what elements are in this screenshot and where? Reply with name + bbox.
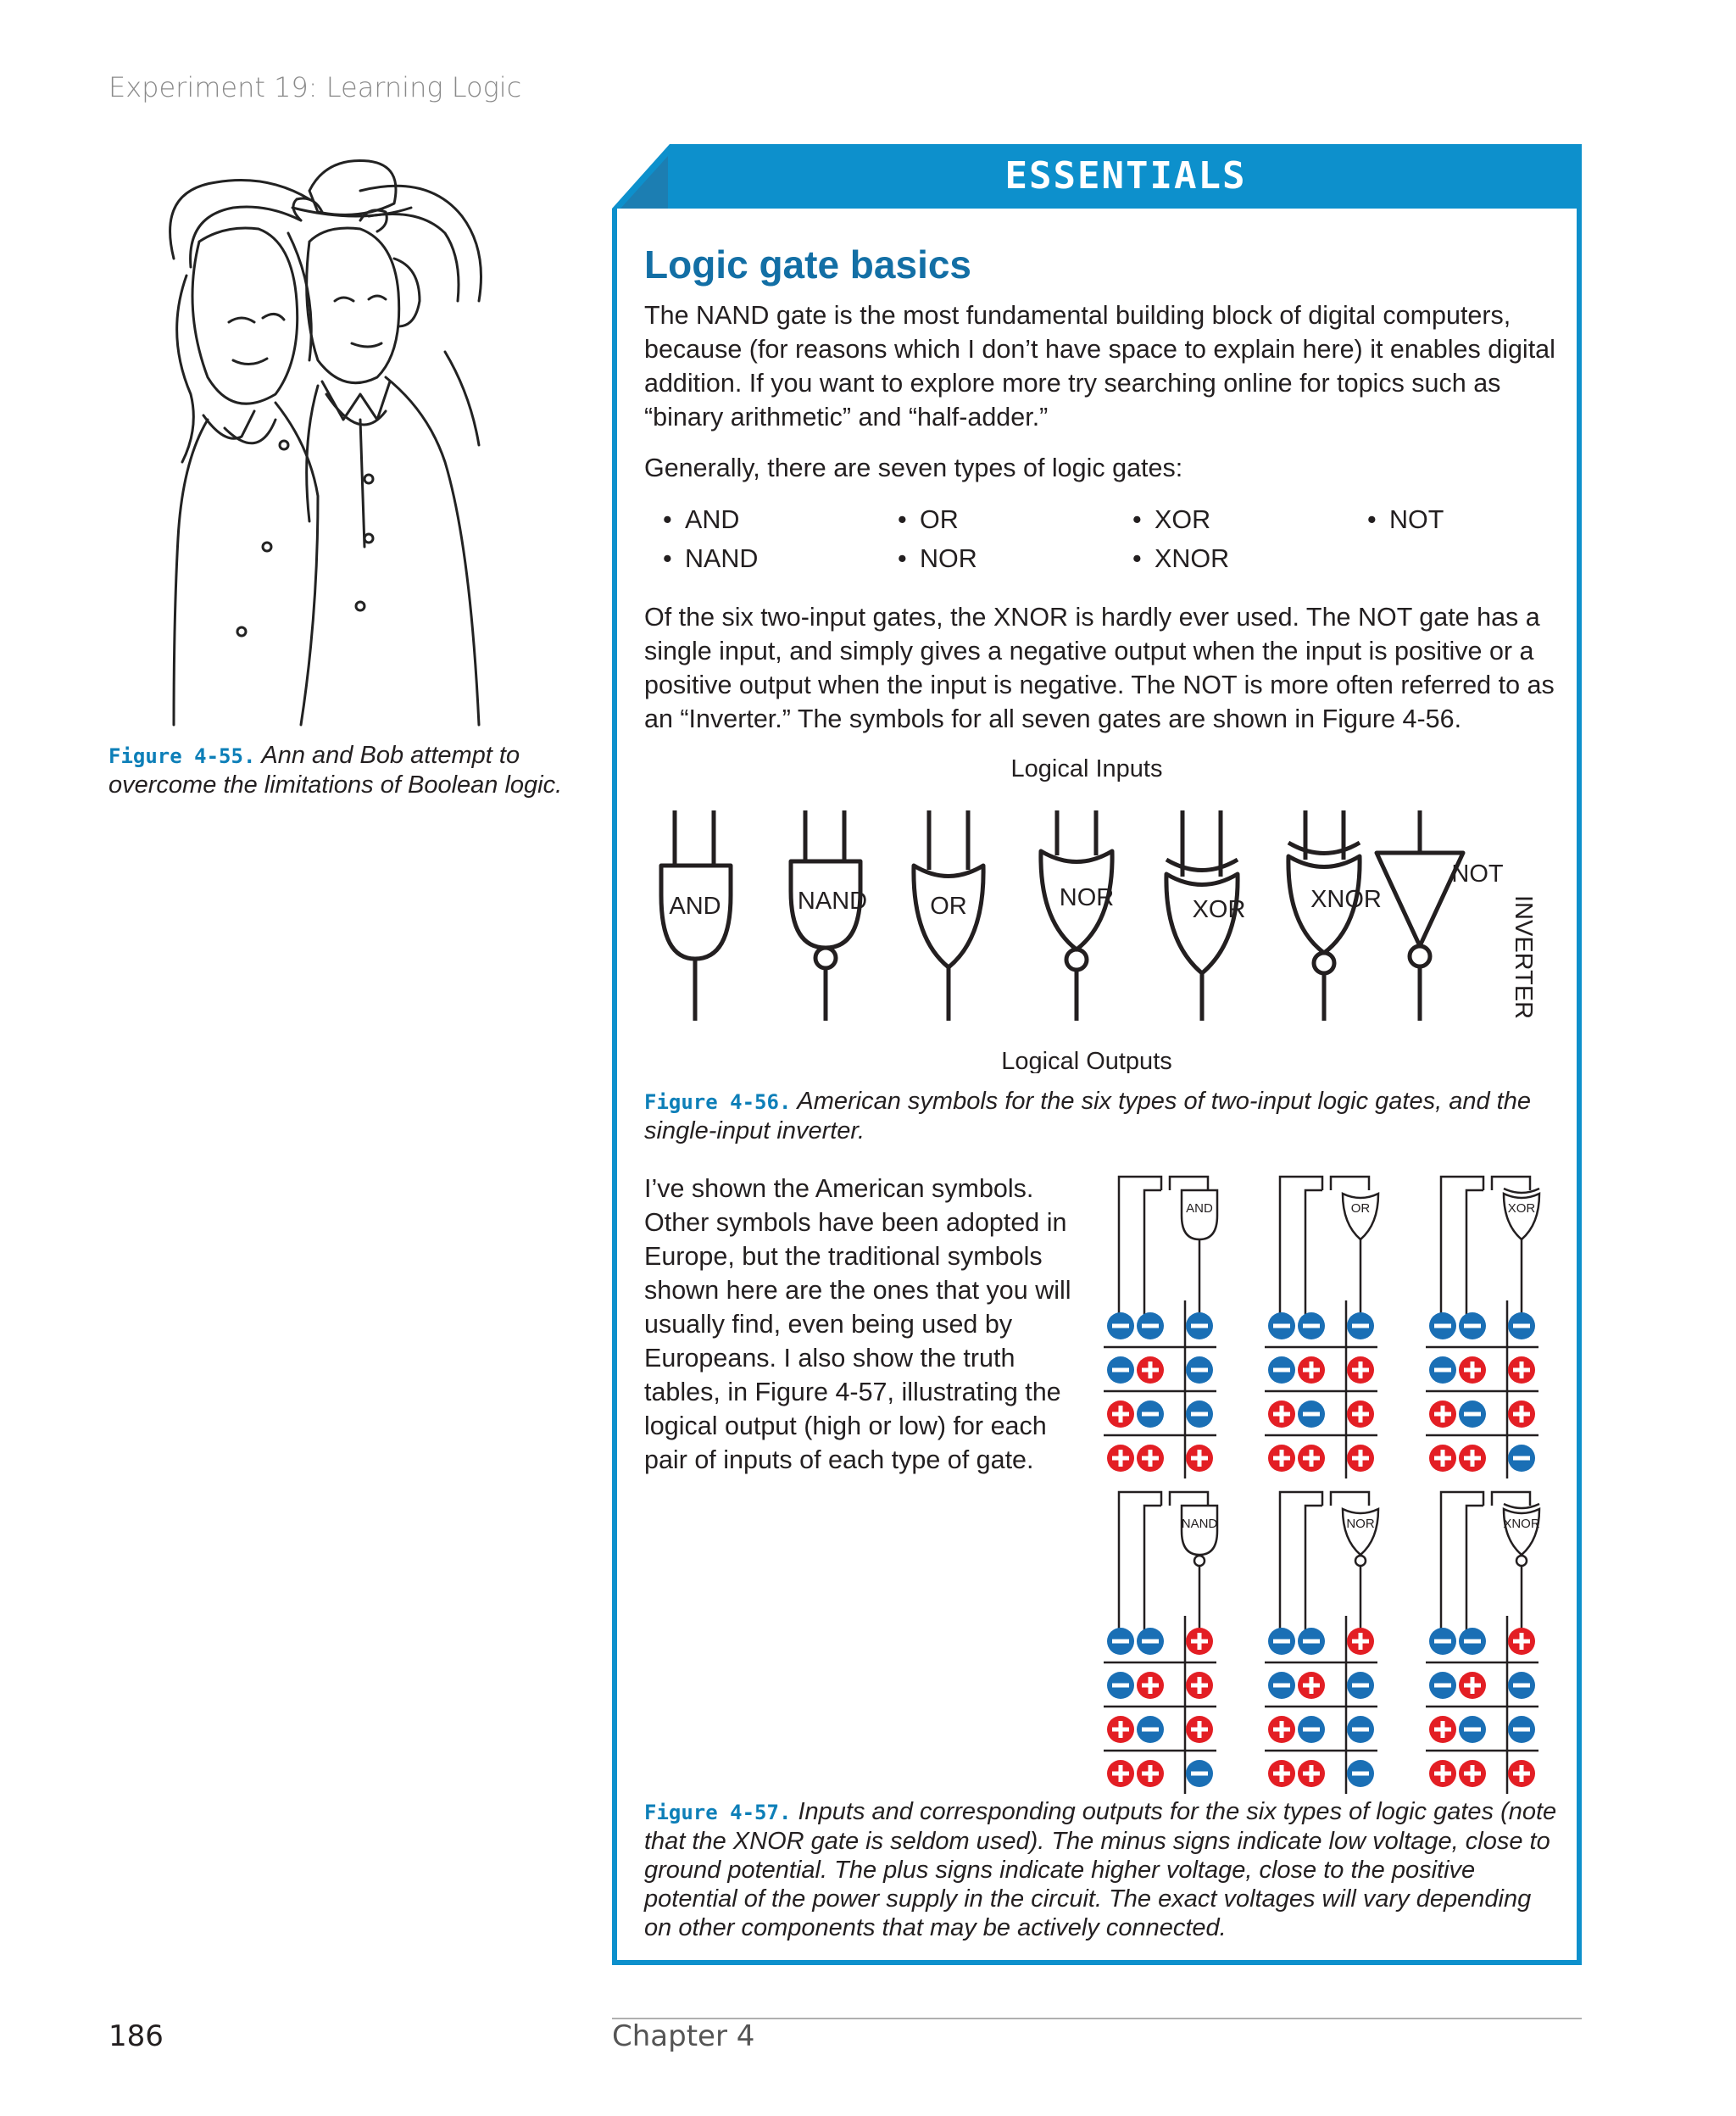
minus-sign-icon xyxy=(1186,1760,1213,1787)
page-header: Experiment 19: Learning Logic xyxy=(108,71,522,103)
plus-sign-icon xyxy=(1186,1672,1213,1699)
minus-sign-icon xyxy=(1508,1716,1535,1743)
minus-sign-icon xyxy=(1298,1400,1325,1428)
list-item: • NOT xyxy=(1357,505,1444,535)
figure-4-55-caption xyxy=(108,741,583,799)
minus-sign-icon xyxy=(1268,1628,1295,1655)
caption-text: American symbols for the six types of two-input logic gates, and the single-input inverter. xyxy=(644,1088,1531,1144)
plus-sign-icon xyxy=(1137,1356,1164,1384)
minus-sign-icon xyxy=(1186,1400,1213,1428)
truth-table-gate-label: NOR xyxy=(1346,1517,1375,1531)
plus-sign-icon xyxy=(1186,1716,1213,1743)
caption-text: Ann and Bob attempt to overcome the limitations of Boolean logic. xyxy=(108,742,563,799)
nor-gate-symbol xyxy=(1041,810,1115,1021)
diagram-bottom-label: Logical Outputs xyxy=(1001,1048,1172,1073)
minus-sign-icon xyxy=(1459,1628,1486,1655)
essentials-title: ESSENTIALS xyxy=(1004,154,1247,198)
minus-sign-icon xyxy=(1186,1356,1213,1384)
plus-sign-icon xyxy=(1508,1628,1535,1655)
plus-sign-icon xyxy=(1347,1445,1374,1472)
paragraph-3: Of the six two-input gates, the XNOR is hardly ever used. The NOT gate has a single input, and simply gives a negative output when the input is positive or a positive output when the input is negative. The NOT is more often referred to as an “Inverter.” The symbols for all seven gates are shown in Figure 4-56. xyxy=(644,603,1555,733)
plus-sign-icon xyxy=(1186,1445,1213,1472)
list-item: • NOR xyxy=(887,544,977,574)
plus-sign-icon xyxy=(1137,1672,1164,1699)
plus-sign-icon xyxy=(1459,1672,1486,1699)
minus-sign-icon xyxy=(1268,1356,1295,1384)
minus-sign-icon xyxy=(1107,1356,1134,1384)
minus-sign-icon xyxy=(1107,1628,1134,1655)
minus-sign-icon xyxy=(1347,1312,1374,1339)
paragraph-1: The NAND gate is the most fundamental building block of digital computers, because (for reasons which I don’t have space to explain here) it enables digital addition. If you want to explore more try searching online for topics such as “binary arithmetic” and “half-adder.” xyxy=(644,301,1555,432)
list-item: • XNOR xyxy=(1122,544,1229,574)
minus-sign-icon xyxy=(1429,1312,1456,1339)
gate-types-list xyxy=(653,505,1568,582)
plus-sign-icon xyxy=(1429,1716,1456,1743)
page-number: 186 xyxy=(108,2019,164,2053)
gate-label: AND xyxy=(669,893,721,920)
truth-table-and xyxy=(1104,1177,1217,1478)
gate-label: XOR xyxy=(1192,896,1246,923)
minus-sign-icon xyxy=(1459,1312,1486,1339)
truth-table-nor xyxy=(1265,1492,1378,1794)
plus-sign-icon xyxy=(1298,1760,1325,1787)
truth-table-gate-label: XNOR xyxy=(1503,1517,1540,1531)
list-item: • XOR xyxy=(1122,505,1210,535)
plus-sign-icon xyxy=(1347,1356,1374,1384)
banner-tab xyxy=(612,144,670,209)
plus-sign-icon xyxy=(1459,1445,1486,1472)
plus-sign-icon xyxy=(1186,1628,1213,1655)
gate-label: NOT xyxy=(1451,860,1504,888)
gate-label: XNOR xyxy=(1310,886,1382,913)
plus-sign-icon xyxy=(1347,1400,1374,1428)
minus-sign-icon xyxy=(1298,1628,1325,1655)
list-item: • AND xyxy=(653,505,739,535)
logic-gates-diagram xyxy=(644,751,1568,1073)
paragraph-2: Generally, there are seven types of logic gates: xyxy=(644,454,1183,482)
truth-tables-figure xyxy=(1102,1173,1577,1801)
minus-sign-icon xyxy=(1508,1312,1535,1339)
plus-sign-icon xyxy=(1459,1760,1486,1787)
minus-sign-icon xyxy=(1137,1312,1164,1339)
minus-sign-icon xyxy=(1459,1716,1486,1743)
plus-sign-icon xyxy=(1268,1716,1295,1743)
minus-sign-icon xyxy=(1459,1400,1486,1428)
footer-rule xyxy=(612,2018,1582,2019)
truth-table-or xyxy=(1265,1177,1378,1478)
figure-label: Figure 4-55. xyxy=(108,744,256,768)
truth-table-gate-label: XOR xyxy=(1507,1201,1536,1216)
plus-sign-icon xyxy=(1347,1628,1374,1655)
caption-text: Inputs and corresponding outputs for the six types of logic gates (note that the XNOR gate is seldom used). The minus signs indicate low voltage, close to ground potential. The plus signs indicate higher voltage, close to the positive potential of the power supply in the circuit. The exact voltages will vary depending on other components that may be actively connected. xyxy=(644,1798,1557,1941)
minus-sign-icon xyxy=(1298,1312,1325,1339)
plus-sign-icon xyxy=(1508,1356,1535,1384)
plus-sign-icon xyxy=(1268,1400,1295,1428)
diagram-top-label: Logical Inputs xyxy=(1010,755,1163,782)
plus-sign-icon xyxy=(1107,1445,1134,1472)
minus-sign-icon xyxy=(1186,1312,1213,1339)
plus-sign-icon xyxy=(1508,1760,1535,1787)
plus-sign-icon xyxy=(1429,1445,1456,1472)
truth-table-xnor xyxy=(1426,1492,1540,1794)
gate-label: NAND xyxy=(797,888,868,915)
gate-label: OR xyxy=(930,893,967,920)
plus-sign-icon xyxy=(1429,1400,1456,1428)
minus-sign-icon xyxy=(1508,1672,1535,1699)
minus-sign-icon xyxy=(1268,1672,1295,1699)
figure-4-57-caption xyxy=(644,1797,1560,1942)
paragraph-4: I’ve shown the American symbols. Other symbols have been adopted in Europe, but the traditional symbols shown here are the ones that you will usually find, even being used by Europeans. I also show the truth tables, in Figure 4-57, illustrating the logical output (high or low) for each pair of inputs of each type of gate. xyxy=(644,1174,1071,1474)
truth-table-gate-label: AND xyxy=(1186,1201,1213,1216)
truth-table-gate-label: OR xyxy=(1350,1201,1371,1216)
plus-sign-icon xyxy=(1268,1445,1295,1472)
minus-sign-icon xyxy=(1347,1672,1374,1699)
minus-sign-icon xyxy=(1137,1400,1164,1428)
minus-sign-icon xyxy=(1137,1716,1164,1743)
truth-table-nand xyxy=(1104,1492,1217,1794)
minus-sign-icon xyxy=(1107,1672,1134,1699)
plus-sign-icon xyxy=(1107,1760,1134,1787)
plus-sign-icon xyxy=(1268,1760,1295,1787)
minus-sign-icon xyxy=(1429,1628,1456,1655)
nand-gate-symbol xyxy=(791,810,860,1021)
plus-sign-icon xyxy=(1137,1760,1164,1787)
minus-sign-icon xyxy=(1347,1716,1374,1743)
plus-sign-icon xyxy=(1107,1716,1134,1743)
plus-sign-icon xyxy=(1298,1445,1325,1472)
not-gate-symbol xyxy=(1377,810,1463,1021)
gate-label: NOR xyxy=(1059,884,1115,911)
plus-sign-icon xyxy=(1459,1356,1486,1384)
minus-sign-icon xyxy=(1508,1445,1535,1472)
plus-sign-icon xyxy=(1107,1400,1134,1428)
section-title: Logic gate basics xyxy=(644,242,972,287)
figure-label: Figure 4-56. xyxy=(644,1090,792,1114)
truth-table-xor xyxy=(1426,1177,1539,1478)
list-item: • NAND xyxy=(653,544,758,574)
figure-label: Figure 4-57. xyxy=(644,1801,792,1824)
minus-sign-icon xyxy=(1107,1312,1134,1339)
minus-sign-icon xyxy=(1429,1356,1456,1384)
minus-sign-icon xyxy=(1347,1760,1374,1787)
plus-sign-icon xyxy=(1429,1760,1456,1787)
minus-sign-icon xyxy=(1429,1672,1456,1699)
chapter-label: Chapter 4 xyxy=(612,2019,755,2053)
plus-sign-icon xyxy=(1298,1356,1325,1384)
xnor-gate-symbol xyxy=(1288,810,1360,1021)
plus-sign-icon xyxy=(1508,1400,1535,1428)
minus-sign-icon xyxy=(1298,1716,1325,1743)
inverter-label: INVERTER xyxy=(1510,895,1537,1020)
list-item: • OR xyxy=(887,505,959,535)
plus-sign-icon xyxy=(1137,1445,1164,1472)
figure-4-56-caption xyxy=(644,1087,1560,1145)
plus-sign-icon xyxy=(1298,1672,1325,1699)
truth-table-gate-label: NAND xyxy=(1181,1517,1218,1531)
minus-sign-icon xyxy=(1268,1312,1295,1339)
minus-sign-icon xyxy=(1137,1628,1164,1655)
ann-and-bob-illustration xyxy=(106,140,581,733)
